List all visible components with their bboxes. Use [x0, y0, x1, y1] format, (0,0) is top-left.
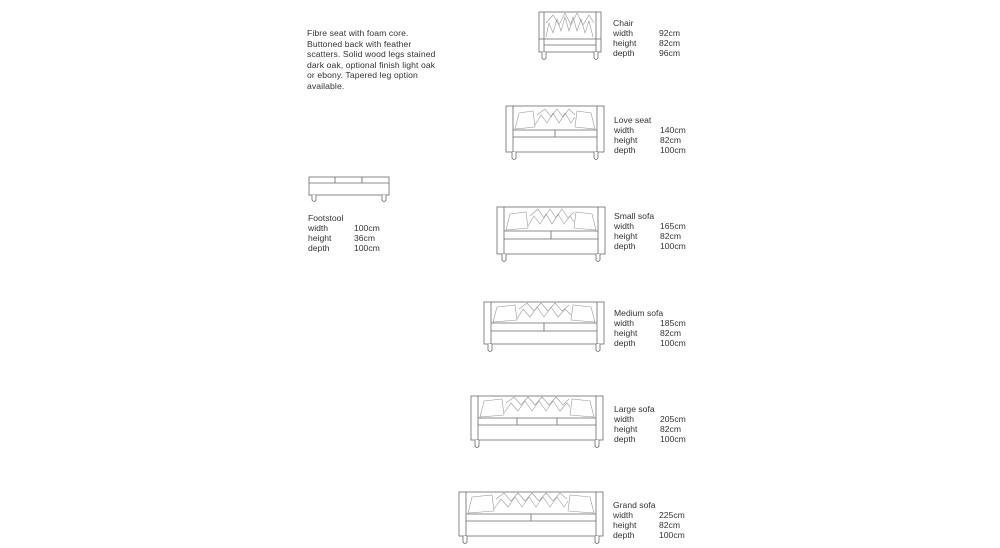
product-description: Fibre seat with foam core. Buttoned back with feather scatters. Solid wood legs stained dark oak, optional finish light oak or ebony. Tapered leg option available. [307, 28, 436, 91]
chair-depth: 96cm [659, 48, 681, 58]
love-seat-width: 140cm [660, 125, 686, 135]
small-sofa-depth: 100cm [660, 241, 686, 251]
love-seat-depth-label: depth [614, 145, 636, 155]
large-sofa-drawing [470, 393, 604, 453]
love-seat-depth: 100cm [660, 145, 686, 155]
medium-sofa-spec [614, 308, 700, 348]
medium-sofa-height-label: height [614, 328, 638, 338]
grand-sofa-spec [613, 500, 699, 540]
large-sofa-depth: 100cm [660, 434, 686, 444]
large-sofa-width-label: width [614, 414, 635, 424]
love-seat-spec [614, 115, 700, 155]
grand-sofa-width-label: width [613, 510, 634, 520]
small-sofa-drawing [496, 204, 606, 266]
chair-drawing [537, 9, 603, 67]
large-sofa-height-label: height [614, 424, 638, 434]
chair-width: 92cm [659, 28, 681, 38]
large-sofa-depth-label: depth [614, 434, 636, 444]
large-sofa-name: Large sofa [614, 404, 655, 414]
grand-sofa-height-label: height [613, 520, 637, 530]
love-seat-height-label: height [614, 135, 638, 145]
grand-sofa-height: 82cm [659, 520, 681, 530]
medium-sofa-depth-label: depth [614, 338, 636, 348]
medium-sofa-name: Medium sofa [614, 308, 664, 318]
medium-sofa-depth: 100cm [660, 338, 686, 348]
large-sofa-width: 205cm [660, 414, 686, 424]
chair-height-label: height [613, 38, 637, 48]
large-sofa-spec [614, 404, 700, 444]
love-seat-drawing [505, 103, 605, 163]
chair-name: Chair [613, 18, 634, 28]
small-sofa-depth-label: depth [614, 241, 636, 251]
footstool-width: 100cm [354, 223, 380, 233]
footstool-width-label: width [308, 223, 329, 233]
small-sofa-width: 165cm [660, 221, 686, 231]
grand-sofa-width: 225cm [659, 510, 685, 520]
medium-sofa-width-label: width [614, 318, 635, 328]
small-sofa-height-label: height [614, 231, 638, 241]
footstool-height-label: height [308, 233, 332, 243]
love-seat-name: Love seat [614, 115, 652, 125]
small-sofa-spec [614, 211, 700, 251]
chair-spec [613, 18, 699, 58]
footstool-depth-label: depth [308, 243, 330, 253]
chair-width-label: width [613, 28, 634, 38]
chair-depth-label: depth [613, 48, 635, 58]
small-sofa-width-label: width [614, 221, 635, 231]
medium-sofa-height: 82cm [660, 328, 682, 338]
grand-sofa-depth: 100cm [659, 530, 685, 540]
small-sofa-height: 82cm [660, 231, 682, 241]
footstool-spec [308, 213, 394, 253]
grand-sofa-drawing [458, 489, 604, 548]
chair-height: 82cm [659, 38, 681, 48]
small-sofa-name: Small sofa [614, 211, 655, 221]
medium-sofa-drawing [483, 299, 605, 357]
footstool-depth: 100cm [354, 243, 380, 253]
footstool-name: Footstool [308, 213, 344, 223]
grand-sofa-depth-label: depth [613, 530, 635, 540]
love-seat-width-label: width [614, 125, 635, 135]
footstool-drawing [308, 174, 390, 204]
grand-sofa-name: Grand sofa [613, 500, 656, 510]
love-seat-height: 82cm [660, 135, 682, 145]
footstool-height: 36cm [354, 233, 376, 243]
large-sofa-height: 82cm [660, 424, 682, 434]
medium-sofa-width: 185cm [660, 318, 686, 328]
